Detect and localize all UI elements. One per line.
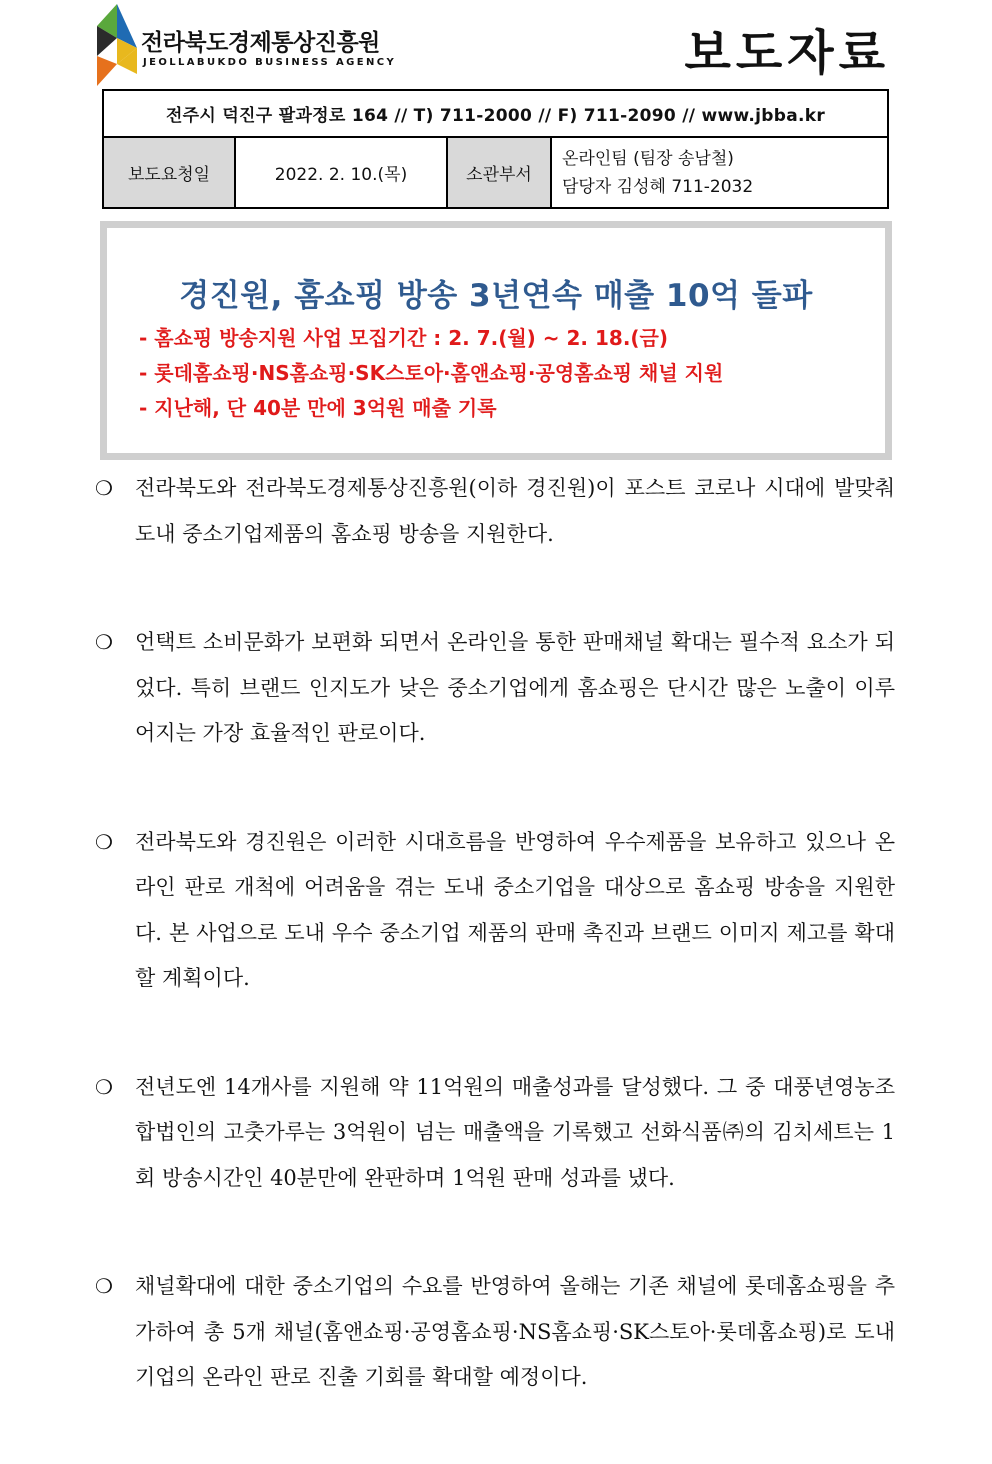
circle-bullet-icon: ❍ [95, 829, 113, 854]
headline-title: 경진원, 홈쇼핑 방송 3년연속 매출 10억 돌파 [179, 278, 813, 314]
department-info [551, 137, 888, 208]
circle-bullet-icon: ❍ [95, 1274, 113, 1298]
department-team: 온라인팀 (팀장 송남철) [562, 148, 734, 169]
headline-box [100, 221, 892, 460]
body-paragraph [95, 1065, 895, 1202]
department-label: 소관부서 [447, 137, 551, 208]
circle-bullet-icon: ❍ [95, 476, 113, 500]
paragraph-text: 언택트 소비문화가 보편화 되면서 온라인을 통한 판매채널 확대는 필수적 요소가 되었다. 특히 브랜드 인지도가 낮은 중소기업에게 홈쇼핑은 단시간 많은 노출이 이루어지는 가장 효율적인 판로이다. [135, 630, 895, 745]
paragraph-text: 전라북도와 전라북도경제통상진흥원(이하 경진원)이 포스트 코로나 시대에 발맞춰 도내 중소기업제품의 홈쇼핑 방송을 지원한다. [135, 476, 895, 546]
paragraph-text: 전라북도와 경진원은 이러한 시대흐름을 반영하여 우수제품을 보유하고 있으나 온라인 판로 개척에 어려움을 겪는 도내 중소기업을 대상으로 홈쇼핑 방송을 지원한다. 본 사업으로 도내 우수 중소기업 제품의 판매 촉진과 브랜드 이미지 제고를 확대할 계획이다. [135, 829, 895, 990]
headline-subpoint: - 지난해, 단 40분 만에 3억원 매출 기록 [139, 396, 497, 420]
body-paragraph [95, 820, 895, 1002]
body-paragraph [95, 466, 895, 557]
agency-logo-icon [95, 4, 141, 86]
press-info-table [102, 89, 889, 209]
circle-bullet-icon: ❍ [95, 1074, 113, 1099]
paragraph-text: 전년도엔 14개사를 지원해 약 11억원의 매출성과를 달성했다. 그 중 대풍년영농조합법인의 고춧가루는 3억원이 넘는 매출액을 기록했고 선화식품㈜의 김치세트는 1회 방송시간인 40분만에 완판하며 1억원 판매 성과를 냈다. [135, 1074, 895, 1190]
headline-subpoints [139, 321, 885, 426]
document-type-title: 보도자료 [684, 25, 890, 81]
headline-subpoint: - 롯데홈쇼핑·NS홈쇼핑·SK스토아·홈앤쇼핑·공영홈쇼핑 채널 지원 [139, 361, 724, 385]
body-paragraph [95, 620, 895, 757]
org-name: 전라북도경제통상진흥원 [141, 30, 380, 56]
article-body [95, 466, 895, 1464]
circle-bullet-icon: ❍ [95, 630, 113, 654]
release-date-label: 보도요청일 [103, 137, 235, 208]
body-paragraph [95, 1264, 895, 1401]
department-contact: 담당자 김성혜 711-2032 [562, 176, 754, 197]
org-english-name: JEOLLABUKDO BUSINESS AGENCY [143, 57, 397, 68]
release-date-value: 2022. 2. 10.(목) [235, 137, 447, 208]
contact-address-line: 전주시 덕진구 팔과정로 164 // T) 711-2000 // F) 711-2090 // www.jbba.kr [103, 90, 888, 137]
paragraph-text: 채널확대에 대한 중소기업의 수요를 반영하여 올해는 기존 채널에 롯데홈쇼핑을 추가하여 총 5개 채널(홈앤쇼핑·공영홈쇼핑·NS홈쇼핑·SK스토아·롯데홈쇼핑)로 도내기업의 온라인 판로 진출 기회를 확대할 예정이다. [135, 1274, 895, 1389]
page-header [95, 4, 890, 90]
headline-subpoint: - 홈쇼핑 방송지원 사업 모집기간 : 2. 7.(월) ~ 2. 18.(금) [139, 326, 669, 350]
